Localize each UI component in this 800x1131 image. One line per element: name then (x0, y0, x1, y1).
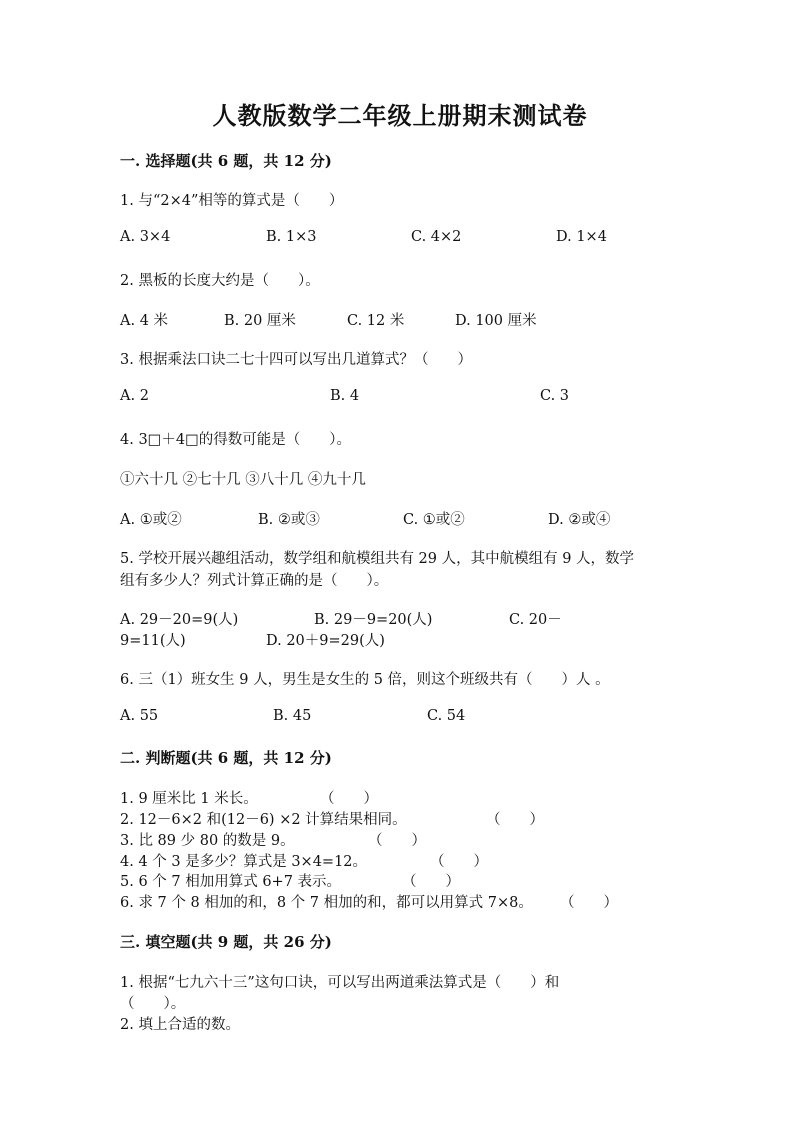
answer-paren: （ ） (320, 791, 378, 807)
option-b: B. 4 (330, 388, 360, 404)
fill-question-line1: 1. 根据“七九六十三”这句口诀，可以写出两道乘法算式是（ ）和 (120, 975, 560, 991)
option-b: B. 20 厘米 (224, 313, 296, 329)
section-heading-fill-blank: 三. 填空题(共 9 题，共 26 分) (120, 933, 332, 951)
fill-question-line2: （ ）。 (120, 996, 186, 1012)
option-c-continued: 9=11(人) (120, 633, 186, 649)
option-c: C. 54 (427, 708, 466, 724)
option-d: D. 100 厘米 (455, 313, 537, 329)
judgement-item: 1. 9 厘米比 1 米长。 (120, 791, 258, 807)
fill-question: 2. 填上合适的数。 (120, 1017, 240, 1033)
judgement-item: 2. 12－6×2 和(12－6) ×2 计算结果相同。 (120, 812, 407, 828)
question-stem: 4. 3□＋4□的得数可能是（ ）。 (120, 432, 352, 448)
option-d: D. 20＋9=29(人) (266, 633, 385, 649)
option-c: C. 12 米 (347, 313, 405, 329)
answer-paren: （ ） (560, 895, 618, 911)
option-a: A. 4 米 (120, 313, 169, 329)
judgement-item: 6. 求 7 个 8 相加的和，8 个 7 相加的和，都可以用算式 7×8。 (120, 895, 533, 911)
judgement-item: 4. 4 个 3 是多少？算式是 3×4=12。 (120, 854, 368, 870)
option-b: B. 1×3 (266, 229, 317, 245)
choices-line: ①六十几 ②七十几 ③八十几 ④九十几 (120, 472, 366, 488)
exam-title: 人教版数学二年级上册期末测试卷 (212, 101, 588, 130)
answer-paren: （ ） (430, 854, 488, 870)
answer-paren: （ ） (368, 833, 426, 849)
option-a: A. 3×4 (120, 229, 171, 245)
option-a: A. 55 (120, 708, 159, 724)
option-d: D. ②或④ (548, 512, 611, 528)
answer-paren: （ ） (402, 874, 460, 890)
section-heading-judgement: 二. 判断题(共 6 题，共 12 分) (120, 749, 332, 767)
option-a: A. 2 (120, 388, 149, 404)
question-stem: 1. 与“2×4”相等的算式是（ ） (120, 193, 344, 209)
option-a: A. 29－20=9(人) (120, 612, 239, 628)
option-d: D. 1×4 (556, 229, 607, 245)
section-heading-choice: 一. 选择题(共 6 题，共 12 分) (120, 152, 332, 170)
option-c: C. 4×2 (411, 229, 462, 245)
question-stem-line2: 组有多少人？列式计算正确的是（ ）。 (120, 573, 389, 589)
judgement-item: 5. 6 个 7 相加用算式 6+7 表示。 (120, 874, 342, 890)
question-stem: 3. 根据乘法口诀二七十四可以写出几道算式？（ ） (120, 352, 472, 368)
option-b: B. 29－9=20(人) (314, 612, 433, 628)
option-c: C. 20－ (509, 612, 562, 628)
option-a: A. ①或② (120, 512, 182, 528)
judgement-item: 3. 比 89 少 80 的数是 9。 (120, 833, 295, 849)
option-b: B. ②或③ (258, 512, 320, 528)
option-c: C. ①或② (403, 512, 465, 528)
option-c: C. 3 (540, 388, 570, 404)
option-b: B. 45 (273, 708, 312, 724)
question-stem: 2. 黑板的长度大约是（ ）。 (120, 273, 320, 289)
question-stem-line1: 5. 学校开展兴趣组活动，数学组和航模组共有 29 人，其中航模组有 9 人，数学 (120, 551, 635, 567)
question-stem: 6. 三（1）班女生 9 人，男生是女生的 5 倍，则这个班级共有（ ）人 。 (120, 672, 610, 688)
answer-paren: （ ） (486, 812, 544, 828)
